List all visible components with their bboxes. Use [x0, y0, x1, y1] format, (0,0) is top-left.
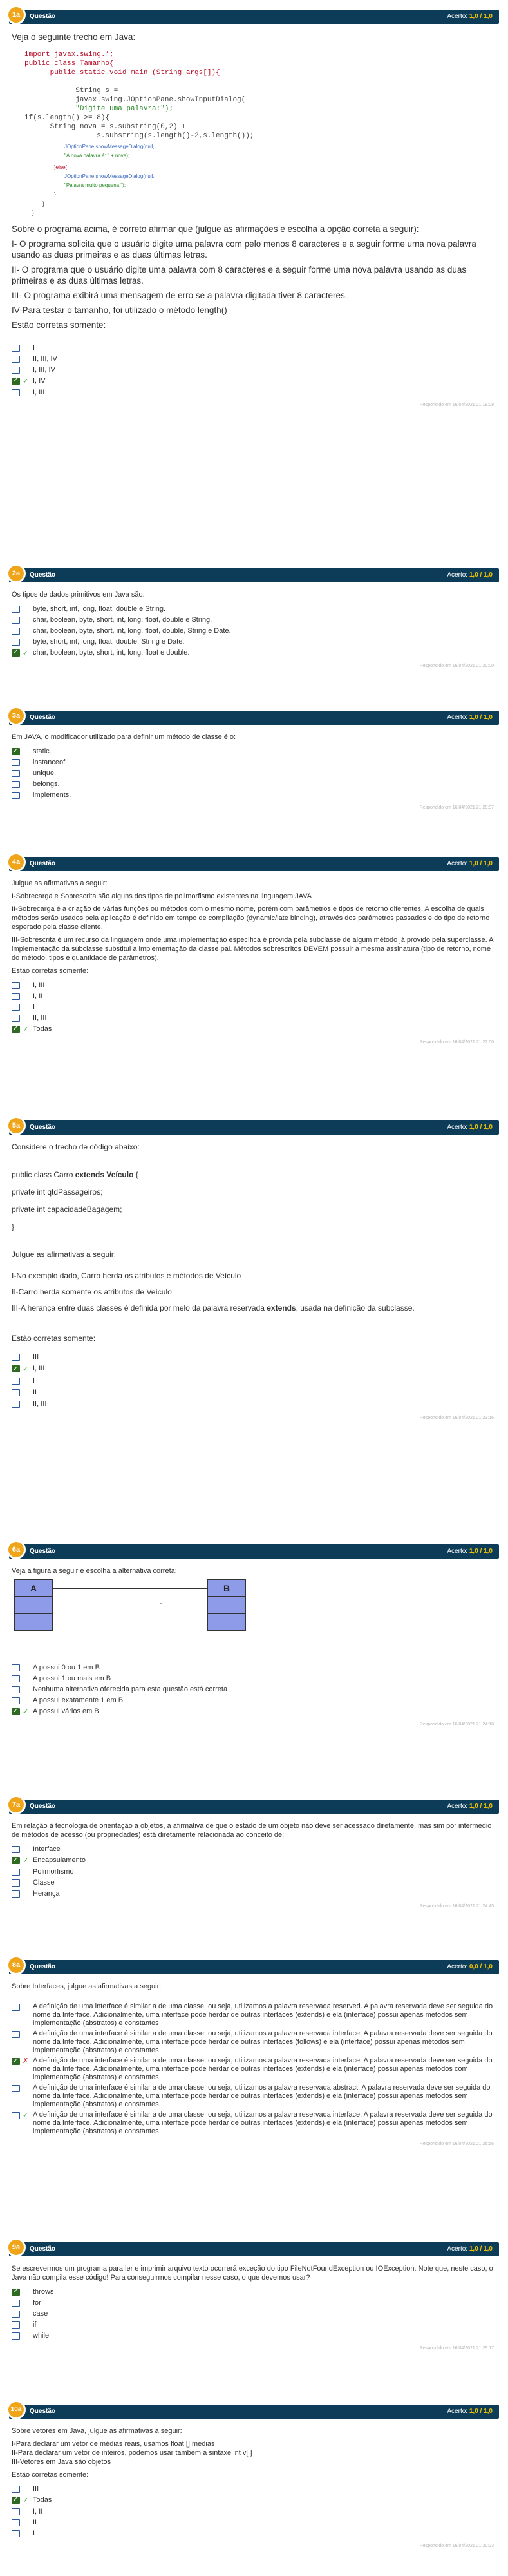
option-label: I — [33, 1377, 35, 1385]
question-number: 7a — [6, 1795, 26, 1814]
option-checkbox[interactable] — [12, 378, 20, 385]
option-label: I — [33, 2530, 35, 2537]
question-number: 8a — [6, 1956, 26, 1975]
question-intro: Veja o seguinte trecho em Java: — [12, 32, 136, 42]
option-checkbox[interactable] — [12, 628, 20, 635]
option-label: III — [33, 2485, 39, 2493]
question-intro: Em relação à tecnologia de orientação a objetos, a afirmativa de que o estado de um objeto não deve ser acessado diretamente, mas sim por intermédio de métodos de acesso (ou propriedades) está diretamente relacionada ao conceito de: — [12, 1822, 492, 1839]
option-label: I, III — [33, 389, 45, 396]
option-row[interactable] — [12, 1388, 496, 1398]
option-checkbox[interactable] — [12, 1697, 20, 1704]
option-checkbox[interactable] — [12, 2031, 20, 2038]
option-row[interactable] — [12, 758, 496, 767]
question-score: Acerto: 1,0 / 1,0 — [447, 572, 493, 579]
question-label: Questão — [30, 1803, 56, 1810]
question-number: 1a — [6, 5, 26, 24]
option-checkbox[interactable] — [12, 1378, 20, 1385]
question-10 — [9, 2405, 499, 2555]
option-row[interactable] — [12, 1352, 496, 1362]
question-intro: Sobre vetores em Java, julgue as afirmativas a seguir: — [12, 2427, 182, 2435]
question-score: Acerto: 0,0 / 1,0 — [447, 1963, 493, 1970]
option-checkbox[interactable] — [12, 2508, 20, 2515]
option-label: III — [33, 1353, 39, 1361]
answered-timestamp: Respondido em 16/04/2021 21:26:56 — [419, 2142, 494, 2146]
question-intro: Se escrevermos um programa para ler e imprimir arquivo texto ocorrerá exceção do tipo FileNotFoundException ou IOException. Note que, neste caso, o Java não compila esse código! Para conseguirmos compilar nesse caso, o que devemos usar? — [12, 2265, 493, 2282]
option-row[interactable] — [12, 1364, 496, 1374]
question-label: Questão — [30, 13, 56, 20]
option-checkbox[interactable] — [12, 759, 20, 766]
option-checkbox[interactable] — [12, 1354, 20, 1361]
option-label: Todas — [33, 2496, 52, 2504]
wrong-mark-icon: ✗ — [23, 2057, 29, 2065]
options-list — [12, 2287, 496, 2340]
question-score: Acerto: 1,0 / 1,0 — [447, 714, 493, 721]
option-checkbox[interactable] — [12, 781, 20, 788]
option-row[interactable] — [12, 992, 496, 1001]
option-label: A possui 1 ou mais em B — [33, 1675, 111, 1682]
option-checkbox[interactable] — [12, 2112, 20, 2119]
question-score: Acerto: 1,0 / 1,0 — [447, 2245, 493, 2253]
question-label: Questão — [30, 714, 56, 721]
option-label: II, III — [33, 1014, 47, 1022]
option-label: I, II — [33, 992, 43, 1000]
option-label: instanceof. — [33, 758, 68, 766]
option-row[interactable] — [12, 1856, 496, 1865]
option-row[interactable] — [12, 2529, 496, 2538]
options-list — [12, 604, 496, 658]
option-row[interactable] — [12, 1399, 496, 1409]
option-label: Classe — [33, 1879, 55, 1887]
option-row[interactable] — [12, 1663, 496, 1672]
question-number: 2a — [6, 564, 26, 583]
prompt: Estão corretas somente: — [12, 2471, 89, 2479]
option-label: II, III, IV — [33, 355, 57, 363]
question-8 — [9, 1960, 499, 2153]
answered-timestamp: Respondido em 16/04/2021 21:20:00 — [419, 664, 494, 668]
question-intro: Considere o trecho de código abaixo: — [12, 1142, 140, 1151]
option-checkbox[interactable] — [12, 1389, 20, 1396]
question-header — [9, 1800, 499, 1814]
question-score: Acerto: 1,0 / 1,0 — [447, 1124, 493, 1131]
option-checkbox[interactable] — [12, 982, 20, 989]
statement-3: III-Vetores em Java são objetos — [12, 2458, 111, 2466]
option-label: II — [33, 1389, 37, 1396]
question-score: Acerto: 1,0 / 1,0 — [447, 2408, 493, 2415]
option-row[interactable] — [12, 604, 496, 613]
answered-timestamp: Respondido em 16/04/2021 21:22:00 — [419, 1040, 494, 1044]
option-label: I, II — [33, 2508, 43, 2515]
option-label: for — [33, 2299, 41, 2307]
option-label: while — [33, 2332, 50, 2340]
options-list — [12, 981, 496, 1034]
options-list — [12, 343, 496, 397]
statement-2: II-Sobrecarga é a criação de várias funções ou métodos com o mesmo nome, porém com parâmetros e tipos de retorno diferentes. A escolha de quais métodos serão usados pela aplicação é definido em tempo de compilação (dynamic/late binding), através dos parâmetros passados e do tipo de retorno esperado pela classe cliente. — [12, 905, 490, 931]
option-checkbox[interactable] — [12, 356, 20, 363]
question-label: Questão — [30, 860, 56, 867]
option-checkbox[interactable] — [12, 639, 20, 646]
option-row[interactable] — [12, 1867, 496, 1876]
option-label: II — [33, 2519, 37, 2526]
option-checkbox[interactable] — [12, 2497, 20, 2504]
option-row[interactable] — [12, 2298, 496, 2307]
option-checkbox[interactable] — [12, 1015, 20, 1022]
code-line-4: } — [12, 1222, 15, 1231]
answered-timestamp: Respondido em 16/04/2021 21:30:23 — [419, 2544, 494, 2548]
answered-timestamp: Respondido em 16/04/2021 21:19:08 — [419, 403, 494, 407]
option-checkbox[interactable] — [12, 2519, 20, 2526]
option-row[interactable] — [12, 2003, 496, 2028]
code-line-3: private int capacidadeBagagem; — [12, 1205, 122, 1214]
option-label: belongs. — [33, 780, 60, 788]
option-label: byte, short, int, long, float, double, String e Date. — [33, 638, 185, 646]
option-label: throws — [33, 2288, 54, 2296]
option-label: Nenhuma alternativa oferecida para esta questão está correta — [33, 1686, 228, 1693]
statement-2: II- O programa que o usuário digite uma palavra com 8 caracteres e a seguir forme uma nova palavra usando as duas primeiras e as duas últimas letras. — [12, 265, 467, 285]
question-score: Acerto: 1,0 / 1,0 — [447, 1548, 493, 1555]
option-row[interactable] — [12, 1845, 496, 1854]
option-row[interactable] — [12, 2331, 496, 2340]
option-row[interactable] — [12, 1376, 496, 1386]
statement-3: III- O programa exibirá uma mensagem de erro se a palavra digitada tiver 8 caracteres. — [12, 291, 348, 300]
option-label: A possui exatamente 1 em B — [33, 1697, 124, 1704]
uml-association — [53, 1588, 207, 1589]
statement-1: I-Para declarar um vetor de médias reais, usamos float [] medias — [12, 2440, 215, 2448]
question-label: Questão — [30, 2245, 56, 2253]
option-checkbox[interactable] — [12, 1869, 20, 1876]
option-row[interactable] — [12, 2495, 496, 2505]
question-9 — [9, 2242, 499, 2357]
option-row[interactable] — [12, 365, 496, 374]
uml-diagram — [12, 1579, 496, 1637]
option-label: A possui 0 ou 1 em B — [33, 1664, 100, 1671]
option-row[interactable] — [12, 648, 496, 658]
question-number: 10a — [6, 2400, 26, 2419]
question-header — [9, 1960, 499, 1974]
option-row[interactable] — [12, 2287, 496, 2296]
question-5 — [9, 1120, 499, 1427]
option-row[interactable] — [12, 388, 496, 397]
option-label: Todas — [33, 1025, 52, 1033]
option-row[interactable] — [12, 343, 496, 352]
question-3 — [9, 711, 499, 816]
option-checkbox[interactable] — [12, 792, 20, 799]
option-label: I, III — [33, 1365, 45, 1372]
option-label: I, IV — [33, 377, 46, 385]
correct-mark-icon: ✓ — [23, 649, 29, 657]
code-line-1: public class Carro extends Veículo { — [12, 1170, 138, 1179]
question-7 — [9, 1800, 499, 1915]
option-label: A definição de uma interface é similar a de uma classe, ou seja, utilizamos a palavra reservada reserved. A palavra reservada deve ser seguida do nome da Interface. Adicionalmente, uma interface pode herdar de outras interfaces (extends) e ela (interface) possui apenas métodos sem implementação (abstratos) e constantes — [33, 2003, 493, 2027]
option-checkbox[interactable] — [12, 2300, 20, 2307]
option-row[interactable] — [12, 747, 496, 756]
question-number: 3a — [6, 706, 26, 726]
option-row[interactable] — [12, 769, 496, 778]
option-row[interactable] — [12, 1014, 496, 1023]
correct-mark-icon: ✓ — [23, 2497, 29, 2504]
question-label: Questão — [30, 1124, 56, 1131]
option-row[interactable] — [12, 2485, 496, 2494]
question-intro: Julgue as afirmativas a seguir: — [12, 879, 108, 887]
prompt: Estão corretas somente: — [12, 967, 89, 975]
question-header — [9, 857, 499, 871]
option-checkbox[interactable] — [12, 2004, 20, 2011]
option-label: II, III — [33, 1400, 47, 1408]
options-list — [12, 1663, 496, 1716]
question-4 — [9, 857, 499, 1051]
question-header — [9, 10, 499, 24]
option-row[interactable] — [12, 1889, 496, 1898]
option-row[interactable] — [12, 376, 496, 386]
option-checkbox[interactable] — [12, 770, 20, 777]
option-checkbox[interactable] — [12, 2311, 20, 2318]
question-label: Questão — [30, 572, 56, 579]
option-label: A definição de uma interface é similar a de uma classe, ou seja, utilizamos a palavra reservada interface. A palavra reservada deve ser seguida do nome da Interface. Adicionalmente, uma interface pode herdar de outras interfaces (follows) e ela (interface) possui apenas métodos sem implementação (abstratos) e constantes — [33, 2030, 493, 2054]
question-score: Acerto: 1,0 / 1,0 — [447, 1803, 493, 1810]
option-row[interactable] — [12, 1707, 496, 1716]
option-label: char, boolean, byte, short, int, long, float, double, String e Date. — [33, 627, 231, 635]
options-list — [12, 1845, 496, 1898]
option-checkbox[interactable] — [12, 345, 20, 352]
question-text: Sobre o programa acima, é correto afirmar que (julgue as afirmações e escolha a opção correta a seguir): — [12, 224, 419, 234]
option-checkbox[interactable] — [12, 1675, 20, 1682]
option-row[interactable] — [12, 2111, 496, 2136]
option-row[interactable] — [12, 2320, 496, 2329]
option-checkbox[interactable] — [12, 993, 20, 1000]
statement-4: IV-Para testar o tamanho, foi utilizado o método length() — [12, 305, 227, 315]
option-label: I, III — [33, 981, 45, 989]
option-label: Polimorfismo — [33, 1868, 74, 1876]
option-label: implements. — [33, 791, 71, 799]
question-intro: Veja a figura a seguir e escolha a alternativa correta: — [12, 1567, 177, 1575]
option-checkbox[interactable] — [12, 1686, 20, 1693]
correct-mark-icon: ✓ — [23, 1026, 29, 1033]
option-checkbox[interactable] — [12, 606, 20, 613]
option-checkbox[interactable] — [12, 2321, 20, 2329]
statement-1: I-No exemplo dado, Carro herda os atributos e métodos de Veículo — [12, 1271, 241, 1280]
prompt-statements: Julgue as afirmativas a seguir: — [12, 1250, 117, 1259]
option-checkbox[interactable] — [12, 1857, 20, 1864]
option-label: I, III, IV — [33, 366, 55, 374]
option-checkbox[interactable] — [12, 1401, 20, 1408]
option-label: Herança — [33, 1890, 60, 1898]
code-block: import javax.swing.*; public class Tamanho{ public static void main (String args[]){ String s = javax.swing.JOptionPane.showInputDialog( "Digite uma palavra:"); if(s.length() >= 8){ String nova = s.substring(0,2) + s.substring(s.length()-2,s.length()); JOptionPane.showMessageDialog(null, "A nova palavra é: " + nova); }else{ JOptionPane.showMessageDialog(null, "Palavra muito pequena."); } } } — [24, 51, 254, 216]
statement-3: III-Sobrescrita é um recurso da linguagem onde uma implementação específica é provida pela subclasse de algum método já provido pela superclasse. A implementação da subclasse substitui a implementação da classe pai. Métodos sobrescritos DEVEM possuir a mesma assinatura (tipo de retorno, nome do método, tipos e quantidade de parâmetros). — [12, 936, 493, 962]
option-checkbox[interactable] — [12, 1004, 20, 1011]
uml-class-b: B — [207, 1579, 246, 1631]
option-checkbox[interactable] — [12, 1026, 20, 1033]
statement-1: I- O programa solicita que o usuário digite uma palavra com pelo menos 8 caracteres e a seguir forme uma nova palavra usando as duas primeiras e as duas últimas letras. — [12, 239, 476, 260]
question-header — [9, 1120, 499, 1135]
option-checkbox[interactable] — [12, 748, 20, 755]
prompt: Estão corretas somente: — [12, 320, 106, 330]
option-checkbox[interactable] — [12, 2085, 20, 2092]
option-label: I — [33, 1003, 35, 1011]
option-row[interactable] — [12, 2030, 496, 2055]
option-row[interactable] — [12, 615, 496, 624]
question-number: 5a — [6, 1116, 26, 1135]
option-row[interactable] — [12, 1696, 496, 1705]
question-1 — [9, 10, 499, 414]
option-checkbox[interactable] — [12, 367, 20, 374]
answered-timestamp: Respondido em 16/04/2021 21:23:16 — [419, 1416, 494, 1420]
options-list — [12, 2003, 496, 2136]
question-label: Questão — [30, 2408, 56, 2415]
option-label: static. — [33, 747, 52, 755]
option-row[interactable] — [12, 2309, 496, 2318]
option-checkbox[interactable] — [12, 2530, 20, 2537]
question-number: 4a — [6, 852, 26, 872]
option-checkbox[interactable] — [12, 617, 20, 624]
option-label: A possui vários em B — [33, 1707, 99, 1715]
option-checkbox[interactable] — [12, 1879, 20, 1887]
correct-mark-icon: ✓ — [23, 2111, 29, 2119]
option-row[interactable] — [12, 1024, 496, 1034]
option-label: A definição de uma interface é similar a de uma classe, ou seja, utilizamos a palavra reservada abstract. A palavra reservada deve ser seguida do nome da Interface. Adicionalmente, uma interface pode herdar de outras interfaces (extends) e ela (interface) possui apenas métodos sem implementação (abstratos) e constantes — [33, 2084, 491, 2108]
code-line-2: private int qtdPassageiros; — [12, 1187, 103, 1197]
option-label: A definição de uma interface é similar a de uma classe, ou seja, utilizamos a palavra reservada interface. A palavra reservada deve ser seguida do nome da Interface. Adicionalmente, uma interface pode herdar de outras interfaces (extends) e ela (interface) possui apenas métodos sem implementação (abstratos) e constantes — [33, 2111, 493, 2135]
question-header — [9, 1544, 499, 1559]
question-number: 6a — [6, 1540, 26, 1559]
question-header — [9, 2242, 499, 2256]
statement-2: II-Para declarar um vetor de inteiros, podemos usar também a sintaxe int v[ ] — [12, 2449, 252, 2457]
option-checkbox[interactable] — [12, 1890, 20, 1898]
uml-multiplicity: - — [160, 1599, 162, 1608]
options-list — [12, 1352, 496, 1409]
answered-timestamp: Respondido em 16/04/2021 21:29:17 — [419, 2346, 494, 2350]
question-intro: Em JAVA, o modificador utilizado para definir um método de classe é o: — [12, 733, 236, 741]
option-row[interactable] — [12, 637, 496, 646]
option-row[interactable] — [12, 1003, 496, 1012]
option-label: case — [33, 2310, 48, 2318]
option-label: I — [33, 344, 35, 352]
question-header — [9, 711, 499, 725]
question-label: Questão — [30, 1963, 56, 1970]
option-row[interactable] — [12, 2507, 496, 2516]
option-row[interactable] — [12, 780, 496, 789]
options-list — [12, 2485, 496, 2538]
question-intro: Os tipos de dados primitivos em Java são: — [12, 591, 145, 599]
option-row[interactable] — [12, 1674, 496, 1683]
option-checkbox[interactable] — [12, 389, 20, 396]
option-checkbox[interactable] — [12, 1365, 20, 1372]
option-checkbox[interactable] — [12, 1708, 20, 1715]
correct-mark-icon: ✓ — [23, 378, 29, 385]
option-checkbox[interactable] — [12, 1664, 20, 1671]
uml-class-a: A — [14, 1579, 53, 1631]
question-header — [9, 2405, 499, 2419]
option-label: char, boolean, byte, short, int, long, float, double e String. — [33, 616, 212, 624]
option-row[interactable] — [12, 2518, 496, 2527]
option-checkbox[interactable] — [12, 649, 20, 657]
option-row[interactable] — [12, 981, 496, 990]
statement-2: II-Carro herda somente os atributos de Veículo — [12, 1287, 172, 1296]
option-checkbox[interactable] — [12, 2486, 20, 2493]
option-row[interactable] — [12, 791, 496, 800]
option-label: unique. — [33, 769, 57, 777]
option-checkbox[interactable] — [12, 2332, 20, 2340]
option-row[interactable] — [12, 2057, 496, 2082]
option-row[interactable] — [12, 354, 496, 363]
option-checkbox[interactable] — [12, 2289, 20, 2296]
option-row[interactable] — [12, 626, 496, 635]
option-row[interactable] — [12, 1685, 496, 1694]
option-checkbox[interactable] — [12, 2058, 20, 2065]
statement-3: III-A herança entre duas classes é definida por melo da palavra reservada extends, usada na definição da subclasse. — [12, 1303, 415, 1312]
option-label: byte, short, int, long, float, double e String. — [33, 605, 166, 613]
option-label: Interface — [33, 1845, 61, 1853]
question-6 — [9, 1544, 499, 1733]
question-score: Acerto: 1,0 / 1,0 — [447, 13, 493, 20]
option-row[interactable] — [12, 1878, 496, 1887]
question-header — [9, 568, 499, 582]
option-label: Encapsulamento — [33, 1856, 86, 1864]
correct-mark-icon: ✓ — [23, 1857, 29, 1865]
question-label: Questão — [30, 1548, 56, 1555]
statement-1: I-Sobrecarga e Sobrescrita são alguns dos tipos de polimorfismo existentes na linguagem JAVA — [12, 892, 312, 900]
option-checkbox[interactable] — [12, 1846, 20, 1853]
question-score: Acerto: 1,0 / 1,0 — [447, 860, 493, 867]
correct-mark-icon: ✓ — [23, 1708, 29, 1716]
options-list — [12, 747, 496, 800]
option-label: char, boolean, byte, short, int, long, float e double. — [33, 649, 190, 657]
answered-timestamp: Respondido em 16/04/2021 21:24:45 — [419, 1904, 494, 1908]
answered-timestamp: Respondido em 16/04/2021 21:20:37 — [419, 805, 494, 810]
question-number: 9a — [6, 2238, 26, 2257]
option-label: A definição de uma interface é similar a de uma classe, ou seja, utilizamos a palavra reservada interface. A palavra reservada deve ser seguida do nome da Interface. Adicionalmente, uma interface pode herdar de outras interfaces (extends) e ela (interface) possui apenas métodos com implementação (abstratos) e constantes — [33, 2057, 493, 2081]
question-intro: Sobre Interfaces, julgue as afirmativas a seguir: — [12, 1983, 162, 1990]
answered-timestamp: Respondido em 16/04/2021 21:24:18 — [419, 1722, 494, 1727]
option-row[interactable] — [12, 2084, 496, 2109]
prompt: Estão corretas somente: — [12, 1334, 96, 1343]
option-label: if — [33, 2321, 37, 2329]
correct-mark-icon: ✓ — [23, 1365, 29, 1373]
question-2 — [9, 568, 499, 675]
